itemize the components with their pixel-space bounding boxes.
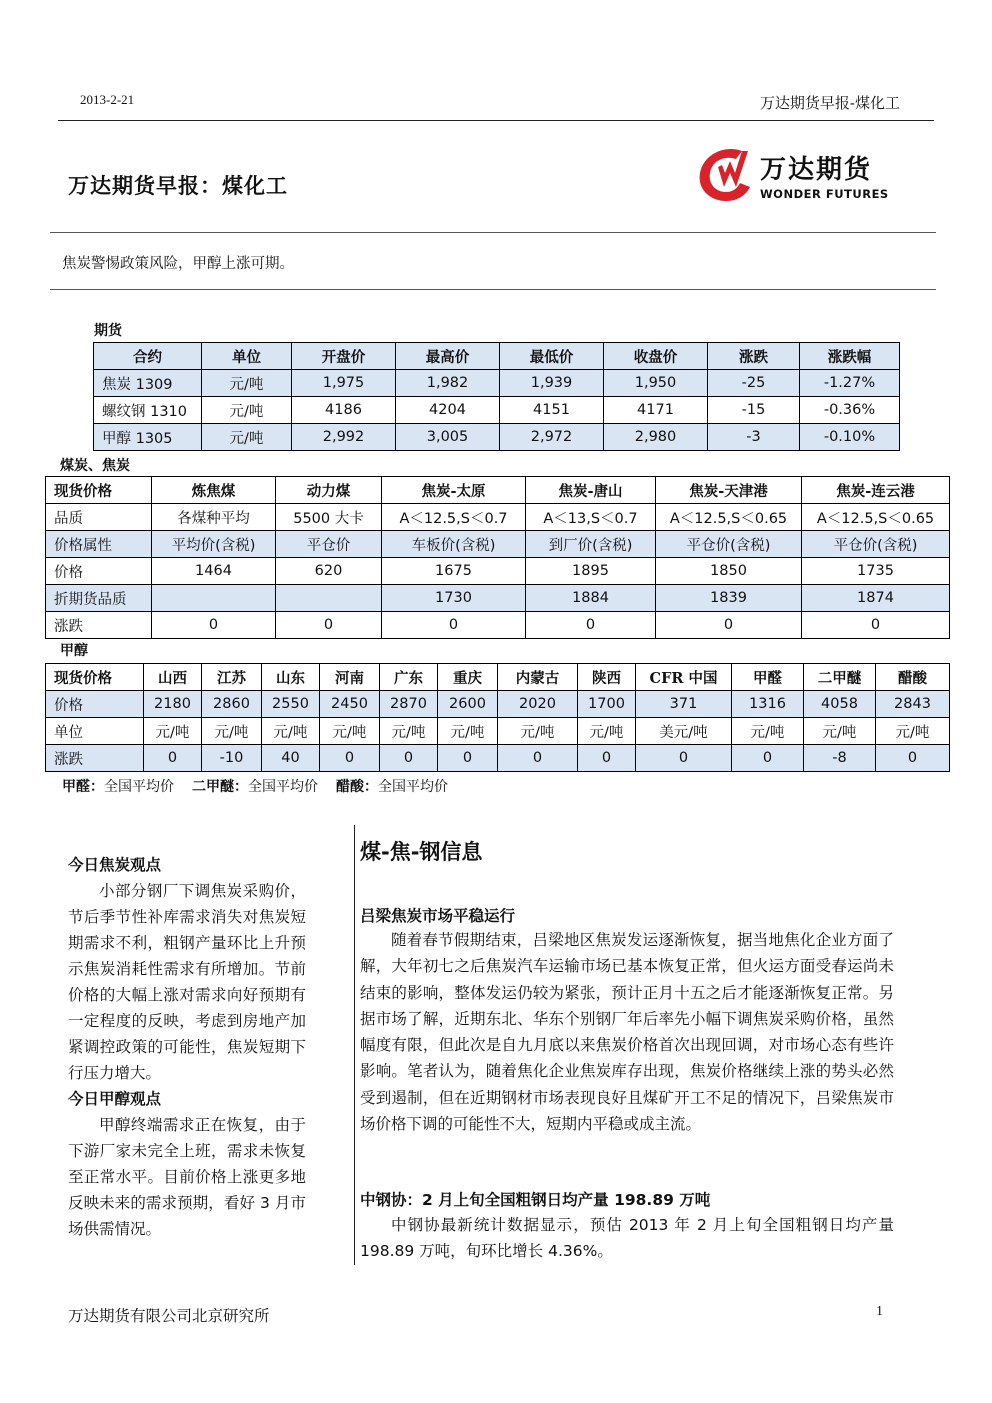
report-title: 万达期货早报：煤化工 (68, 174, 288, 198)
methanol-header-row (46, 664, 950, 691)
table-cell: 1,982 (396, 370, 500, 397)
summary-rule-bottom (50, 289, 936, 290)
coal-section-label: 煤炭、焦炭 (60, 458, 130, 474)
header-cell: 江苏 (202, 664, 262, 691)
header-cell: 涨跌 (708, 343, 800, 370)
table-cell: 2,972 (500, 424, 604, 451)
table-cell: 4171 (604, 397, 708, 424)
table-cell: 元/吨 (380, 718, 438, 745)
table-cell: 价格属性 (46, 531, 152, 558)
methanol-notes (62, 776, 448, 796)
table-cell: -0.36% (800, 397, 900, 424)
table-cell: -25 (708, 370, 800, 397)
table-cell: 到厂价(含税) (526, 531, 656, 558)
table-row (46, 585, 950, 612)
table-cell: -0.10% (800, 424, 900, 451)
table-cell: 2600 (438, 691, 498, 718)
table-cell: A＜12.5,S＜0.7 (382, 504, 526, 531)
table-cell: 2,992 (292, 424, 396, 451)
table-row (46, 718, 950, 745)
table-cell: 元/吨 (804, 718, 876, 745)
table-cell: 0 (382, 612, 526, 639)
table-cell: -10 (202, 745, 262, 772)
report-date: 2013-2-21 (80, 92, 135, 107)
table-cell: 元/吨 (876, 718, 950, 745)
table-cell: 折期货品质 (46, 585, 152, 612)
table-row (94, 370, 900, 397)
header-cell: 现货价格 (46, 664, 144, 691)
table-cell: 1,975 (292, 370, 396, 397)
header-cell: 涨跌幅 (800, 343, 900, 370)
table-cell: 0 (152, 612, 276, 639)
table-cell: 平仓价 (276, 531, 382, 558)
table-cell: 0 (636, 745, 732, 772)
table-cell: A＜13,S＜0.7 (526, 504, 656, 531)
table-cell: 0 (380, 745, 438, 772)
table-cell: 0 (656, 612, 802, 639)
table-cell: 40 (262, 745, 320, 772)
coal-coke-table (45, 476, 950, 639)
table-cell: 0 (876, 745, 950, 772)
table-cell: 1700 (578, 691, 636, 718)
table-cell: 1316 (732, 691, 804, 718)
header-cell: 河南 (320, 664, 380, 691)
table-cell: 1675 (382, 558, 526, 585)
table-cell: -1.27% (800, 370, 900, 397)
header-cell: 最高价 (396, 343, 500, 370)
table-cell: 4058 (804, 691, 876, 718)
header-cell: 重庆 (438, 664, 498, 691)
header-cell: CFR 中国 (636, 664, 732, 691)
table-cell: 元/吨 (144, 718, 202, 745)
page-number: 1 (876, 1304, 883, 1319)
table-cell: 元/吨 (202, 424, 292, 451)
table-cell: 371 (636, 691, 732, 718)
table-cell: 2860 (202, 691, 262, 718)
header-cell: 焦炭-天津港 (656, 477, 802, 504)
table-cell: 元/吨 (498, 718, 578, 745)
header-cell: 合约 (94, 343, 202, 370)
methanol-view-body: 甲醇终端需求正在恢复，由于下游厂家未完全上班，需求未恢复至正常水平。目前价格上涨更多地反映未来的需求预期，看好 3 月市场供需情况。 (68, 1116, 306, 1238)
futures-section-label: 期货 (94, 323, 122, 339)
table-row (46, 558, 950, 585)
news-body: 随着春节假期结束，吕梁地区焦炭发运逐渐恢复，据当地焦化企业方面了解，大年初七之后焦炭汽车运输市场已基本恢复正常，但火运方面受春运尚未结束的影响，整体发运仍较为紧张，预计正月十五之后才能逐渐恢复正常。另据市场了解，近期东北、华东个别钢厂年后率先小幅下调焦炭采购价格，虽然幅度有限，但此次是自九月底以来焦炭价格首次出现回调，对市场心态有些许影响。笔者认为，随着焦化企业焦炭库存出现，焦炭价格继续上涨的势头必然受到遏制，但在近期钢材市场表现良好且煤矿开工不足的情况下，吕梁焦炭市场价格下调的可能性不大，短期内平稳或成主流。 (360, 931, 894, 1134)
methanol-table (45, 663, 950, 772)
table-cell: 1,939 (500, 370, 604, 397)
table-cell: -8 (804, 745, 876, 772)
table-row (94, 424, 900, 451)
table-cell: 平仓价(含税) (656, 531, 802, 558)
table-cell: 1839 (656, 585, 802, 612)
table-row (46, 531, 950, 558)
table-cell: A＜12.5,S＜0.65 (656, 504, 802, 531)
news-headline: 吕梁焦炭市场平稳运行 (360, 907, 516, 925)
table-cell: 1,950 (604, 370, 708, 397)
coal-header-row (46, 477, 950, 504)
table-cell: 0 (144, 745, 202, 772)
note-desc: 全国平均价 (378, 779, 448, 795)
header-cell: 醋酸 (876, 664, 950, 691)
table-cell: 涨跌 (46, 612, 152, 639)
table-cell: 元/吨 (202, 397, 292, 424)
table-cell: 平仓价(含税) (802, 531, 950, 558)
table-cell: -15 (708, 397, 800, 424)
table-cell: 2180 (144, 691, 202, 718)
table-cell: 1850 (656, 558, 802, 585)
summary-rule-top (50, 232, 936, 233)
table-cell: 1895 (526, 558, 656, 585)
futures-table (93, 342, 900, 451)
table-cell: 0 (526, 612, 656, 639)
news-body: 中钢协最新统计数据显示，预估 2013 年 2 月上旬全国粗钢日均产量 198.89 万吨，旬环比增长 4.36%。 (360, 1216, 894, 1260)
note-term: 醋酸： (336, 779, 378, 795)
table-cell: A＜12.5,S＜0.65 (802, 504, 950, 531)
note-term: 甲醛： (62, 779, 104, 795)
header-cell: 现货价格 (46, 477, 152, 504)
header-cell: 焦炭-太原 (382, 477, 526, 504)
note-desc: 全国平均价 (104, 779, 174, 795)
methanol-view-title: 今日甲醇观点 (68, 1090, 162, 1108)
table-row (46, 691, 950, 718)
table-cell: 元/吨 (202, 718, 262, 745)
table-cell: 0 (498, 745, 578, 772)
header-cell: 炼焦煤 (152, 477, 276, 504)
table-cell: 1735 (802, 558, 950, 585)
company-logo (696, 143, 906, 207)
table-row (46, 504, 950, 531)
column-divider (354, 825, 355, 1265)
table-cell: 0 (438, 745, 498, 772)
table-cell: 5500 大卡 (276, 504, 382, 531)
table-cell: 0 (802, 612, 950, 639)
header-cell: 焦炭-唐山 (526, 477, 656, 504)
table-cell: 元/吨 (732, 718, 804, 745)
table-cell: 价格 (46, 558, 152, 585)
table-cell: 4186 (292, 397, 396, 424)
market-views (68, 852, 306, 1242)
footer-company: 万达期货有限公司北京研究所 (68, 1307, 270, 1325)
table-cell: 620 (276, 558, 382, 585)
table-cell: 0 (578, 745, 636, 772)
wonder-logo-icon (696, 143, 756, 207)
header-cell: 陕西 (578, 664, 636, 691)
header-cell: 单位 (202, 343, 292, 370)
table-row (46, 612, 950, 639)
header-cell: 收盘价 (604, 343, 708, 370)
table-cell: 0 (320, 745, 380, 772)
table-cell: 元/吨 (578, 718, 636, 745)
table-cell: 美元/吨 (636, 718, 732, 745)
coke-view-title: 今日焦炭观点 (68, 856, 162, 874)
header-cell: 内蒙古 (498, 664, 578, 691)
table-cell: 1884 (526, 585, 656, 612)
table-cell: 1874 (802, 585, 950, 612)
header-rule (58, 120, 934, 121)
coke-view-body: 小部分钢厂下调焦炭采购价，节后季节性补库需求消失对焦炭短期需求不利，粗钢产量环比上升预示焦炭消耗性需求有所增加。节前价格的大幅上涨对需求向好预期有一定程度的反映，考虑到房地产加紧调控政策的可能性，焦炭短期下行压力增大。 (68, 882, 306, 1082)
table-cell: 元/吨 (202, 370, 292, 397)
table-cell: 螺纹钢 1310 (94, 397, 202, 424)
methanol-section-label: 甲醇 (60, 643, 88, 659)
header-cell: 焦炭-连云港 (802, 477, 950, 504)
running-header-title: 万达期货早报-煤化工 (759, 94, 900, 112)
news-section-title: 煤-焦-钢信息 (360, 840, 483, 864)
table-row (46, 745, 950, 772)
table-cell: 1464 (152, 558, 276, 585)
table-cell: 2843 (876, 691, 950, 718)
table-cell: 涨跌 (46, 745, 144, 772)
table-cell: 1730 (382, 585, 526, 612)
news-headline: 中钢协：2 月上旬全国粗钢日均产量 198.89 万吨 (360, 1191, 711, 1209)
table-cell: 3,005 (396, 424, 500, 451)
header-cell: 最低价 (500, 343, 604, 370)
header-cell: 动力煤 (276, 477, 382, 504)
header-cell: 山西 (144, 664, 202, 691)
table-cell: 2450 (320, 691, 380, 718)
table-cell: 各煤种平均 (152, 504, 276, 531)
table-cell: 0 (732, 745, 804, 772)
table-cell: 品质 (46, 504, 152, 531)
table-cell: 2870 (380, 691, 438, 718)
table-cell: 元/吨 (320, 718, 380, 745)
table-cell: 元/吨 (262, 718, 320, 745)
table-cell: 2550 (262, 691, 320, 718)
logo-text-cn: 万达期货 (760, 155, 873, 185)
header-cell: 二甲醚 (804, 664, 876, 691)
table-cell: 甲醇 1305 (94, 424, 202, 451)
table-cell: 单位 (46, 718, 144, 745)
table-cell: 0 (276, 612, 382, 639)
table-cell (276, 585, 382, 612)
table-cell: 焦炭 1309 (94, 370, 202, 397)
note-term: 二甲醚： (192, 779, 248, 795)
table-cell: -3 (708, 424, 800, 451)
table-row (94, 397, 900, 424)
table-cell: 2,980 (604, 424, 708, 451)
table-cell: 4151 (500, 397, 604, 424)
note-desc: 全国平均价 (248, 779, 318, 795)
table-cell (152, 585, 276, 612)
summary-line: 焦炭警惕政策风险，甲醇上涨可期。 (62, 256, 294, 272)
table-cell: 车板价(含税) (382, 531, 526, 558)
header-cell: 甲醛 (732, 664, 804, 691)
header-cell: 广东 (380, 664, 438, 691)
table-cell: 平均价(含税) (152, 531, 276, 558)
header-cell: 开盘价 (292, 343, 396, 370)
header-cell: 山东 (262, 664, 320, 691)
logo-text-en: WONDER FUTURES (760, 187, 889, 201)
table-cell: 4204 (396, 397, 500, 424)
futures-header-row (94, 343, 900, 370)
table-cell: 2020 (498, 691, 578, 718)
table-cell: 元/吨 (438, 718, 498, 745)
table-cell: 价格 (46, 691, 144, 718)
